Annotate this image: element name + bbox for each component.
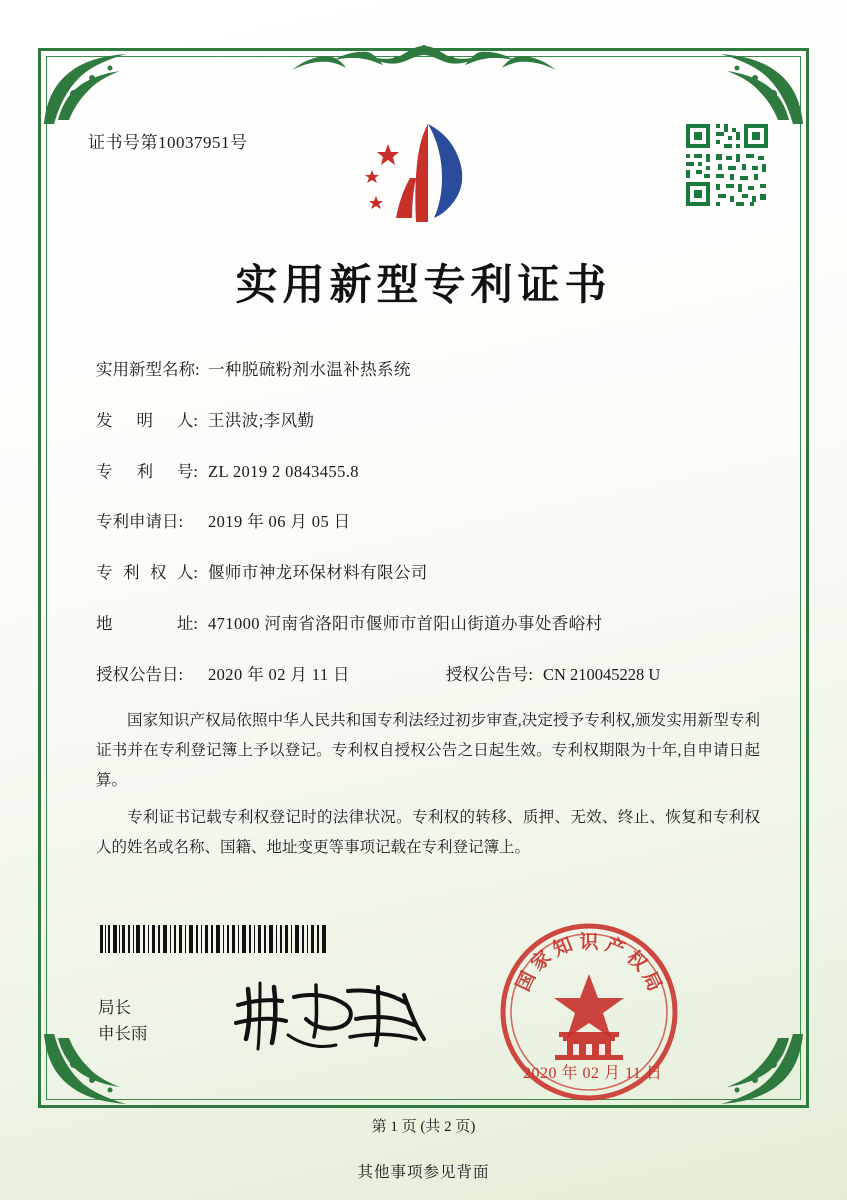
field-value: 偃师市神龙环保材料有限公司 (208, 563, 428, 582)
legal-text-block (96, 706, 760, 869)
field-label-part: 明 (136, 410, 153, 430)
field-value: 一种脱硫粉剂水温补热系统 (208, 360, 411, 379)
field-value-grant-date: 2020 年 02 月 11 日 (208, 664, 350, 684)
svg-text:家: 家 (527, 947, 556, 976)
svg-text:知: 知 (550, 934, 576, 961)
field-row-utility-model-name (96, 358, 756, 383)
field-label-grant-date: 授权公告日: (96, 664, 184, 684)
field-label-part: 利 (136, 461, 153, 481)
svg-text:权: 权 (622, 947, 651, 976)
field-label (96, 561, 198, 586)
field-value-grant-number: CN 210045228 U (543, 664, 661, 684)
field-value: 王洪波;李风勤 (208, 410, 315, 430)
field-label (96, 409, 198, 434)
svg-text:识: 识 (579, 932, 599, 953)
seal-date: 2020 年 02 月 11 日 (523, 1065, 663, 1082)
svg-text:产: 产 (602, 934, 628, 961)
field-label-part: 人: (176, 563, 198, 582)
field-label (96, 460, 198, 485)
field-label: 实用新型名称: (96, 360, 200, 379)
back-side-note: 其他事项参见背面 (357, 1164, 490, 1181)
patent-fields (96, 358, 756, 713)
field-row-address (96, 612, 756, 637)
page-indicator: 第 1 页 (共 2 页) (371, 1119, 476, 1135)
field-label-part: 号: (176, 461, 198, 481)
field-value: ZL 2019 2 0843455.8 (208, 461, 359, 481)
svg-text:局: 局 (637, 968, 666, 995)
field-value: 2019 年 06 月 05 日 (208, 512, 351, 532)
top-ornament-icon (268, 42, 580, 82)
corner-ornament-icon (715, 50, 807, 128)
paragraph-register-statement: 专利证书记载专利权登记时的法律状况。专利权的转移、质押、无效、终止、恢复和专利权人的姓名或名称、国籍、地址变更等事项记载在专利登记簿上。 (96, 808, 760, 856)
field-label-part: 人: (176, 410, 198, 430)
handwritten-signature-icon (228, 975, 443, 1055)
field-label-grant-number: 授权公告号: (445, 664, 534, 684)
signature-label-block (98, 995, 148, 1046)
field-label-part: 权 (149, 563, 167, 582)
signature-role: 局长 (98, 998, 131, 1017)
field-row-application-date (96, 510, 756, 535)
field-label-part: 专 (96, 563, 113, 582)
field-label-part: 专 (96, 461, 113, 481)
field-label-part: 利 (122, 563, 140, 582)
page-title: 实用新型专利证书 (235, 263, 612, 309)
field-value: 471000 河南省洛阳市偃师市首阳山街道办事处香峪村 (208, 613, 603, 633)
barcode-icon (100, 925, 328, 953)
field-row-patent-number (96, 460, 756, 485)
field-label-part: 地 (96, 613, 113, 633)
corner-ornament-icon (40, 50, 132, 128)
field-row-inventor (96, 409, 756, 434)
qr-code-icon (684, 122, 770, 208)
paragraph-grant-statement: 国家知识产权局依照中华人民共和国专利法经过初步审查,决定授予专利权,颁发实用新型专利证书并在专利登记簿上予以登记。专利权自授权公告之日起生效。专利权期限为十年,自申请日起算。 (96, 712, 760, 790)
cnipa-logo-icon (356, 118, 490, 228)
field-label: 专利申请日: (96, 512, 184, 532)
certificate-number: 证书号第10037951号 (88, 133, 248, 152)
field-row-grant-announcement (96, 663, 756, 688)
field-row-patentee (96, 561, 756, 586)
corner-ornament-icon (715, 1030, 807, 1108)
svg-text:国: 国 (512, 968, 541, 995)
signature-name: 申长雨 (98, 1023, 148, 1043)
field-label-part: 址: (176, 613, 198, 633)
field-label-part: 发 (96, 410, 113, 430)
field-label (96, 612, 198, 637)
